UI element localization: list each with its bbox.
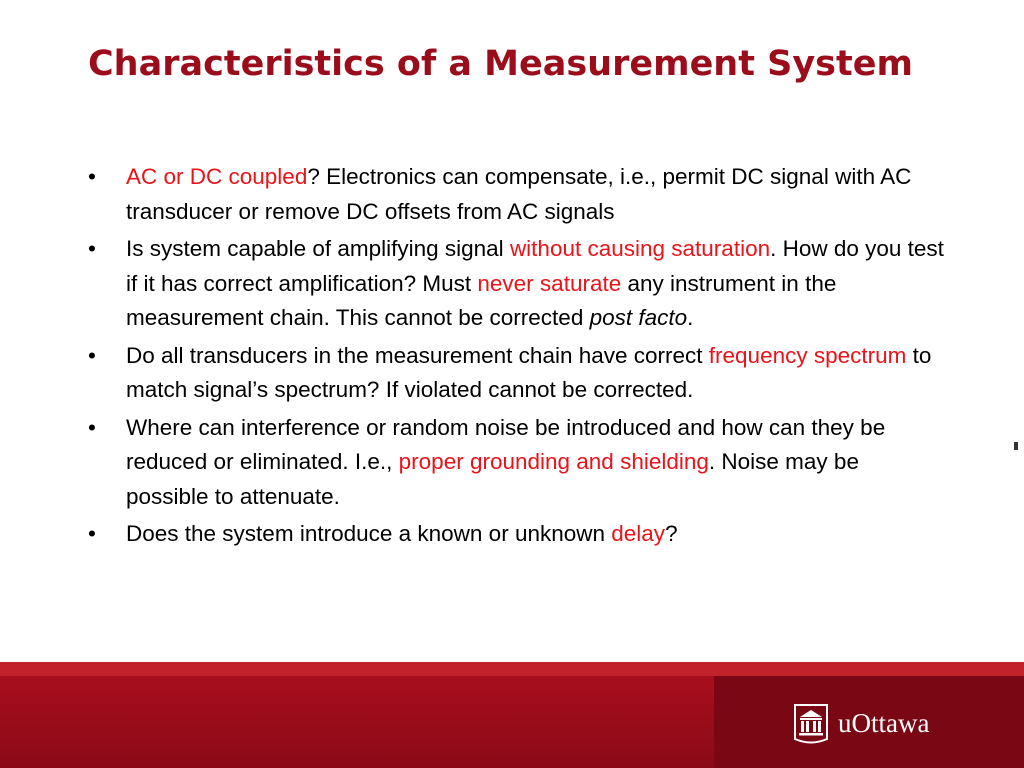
bullet-text: ?	[665, 521, 678, 546]
bullet-text: ? Electronics can compensate, i.e., permit DC signal with AC transducer or remove DC offsets from AC signals	[126, 164, 912, 224]
bullet-text: . How do you test if it has correct amplification? Must	[126, 236, 944, 296]
bullet-dot: •	[88, 236, 96, 261]
bullet-text: Where can interference or random noise be introduced and how can they be reduced or eliminated. I.e.,	[126, 414, 886, 474]
highlighted-text: without causing saturation	[509, 236, 771, 261]
bullet-text: . Noise may be possible to attenuate.	[126, 449, 859, 509]
footer-bar	[0, 662, 1024, 768]
bullet-item	[88, 517, 946, 552]
bullet-item	[88, 411, 946, 515]
highlighted-text: delay	[611, 521, 666, 546]
highlighted-text: never saturate	[477, 270, 622, 296]
slide-title: Characteristics of a Measurement System	[88, 44, 913, 84]
margin-mark	[1014, 442, 1018, 450]
footer-logo-panel	[714, 676, 1024, 768]
bullet-text: to match signal’s spectrum? If violated cannot be corrected.	[126, 342, 932, 402]
highlighted-text: proper grounding and shielding	[398, 449, 709, 474]
bullet-list	[88, 160, 946, 555]
bullet-item	[88, 160, 946, 229]
building-columns-icon	[792, 702, 830, 744]
bullet-text: Is system capable of amplifying signal	[126, 236, 510, 261]
bullet-item	[88, 232, 946, 336]
logo-text: uOttawa	[838, 708, 930, 738]
highlighted-text: frequency spectrum	[708, 342, 907, 368]
bullet-item	[88, 339, 946, 408]
bullet-dot: •	[88, 342, 96, 368]
highlighted-text: AC or DC coupled	[126, 164, 308, 189]
bullet-text: any instrument in the measurement chain. This cannot be corrected	[126, 270, 837, 330]
bullet-text: Does the system introduce a known or unknown	[126, 521, 612, 546]
italic-text: post facto	[589, 305, 688, 330]
bullet-text: Do all transducers in the measurement chain have correct	[126, 342, 709, 368]
uottawa-logo	[792, 702, 929, 744]
footer-stripe	[0, 662, 1024, 676]
bullet-dot: •	[88, 414, 96, 440]
footer-main-band	[0, 676, 714, 768]
bullet-text: .	[687, 305, 694, 330]
bullet-dot: •	[88, 164, 96, 189]
bullet-dot: •	[88, 521, 96, 546]
